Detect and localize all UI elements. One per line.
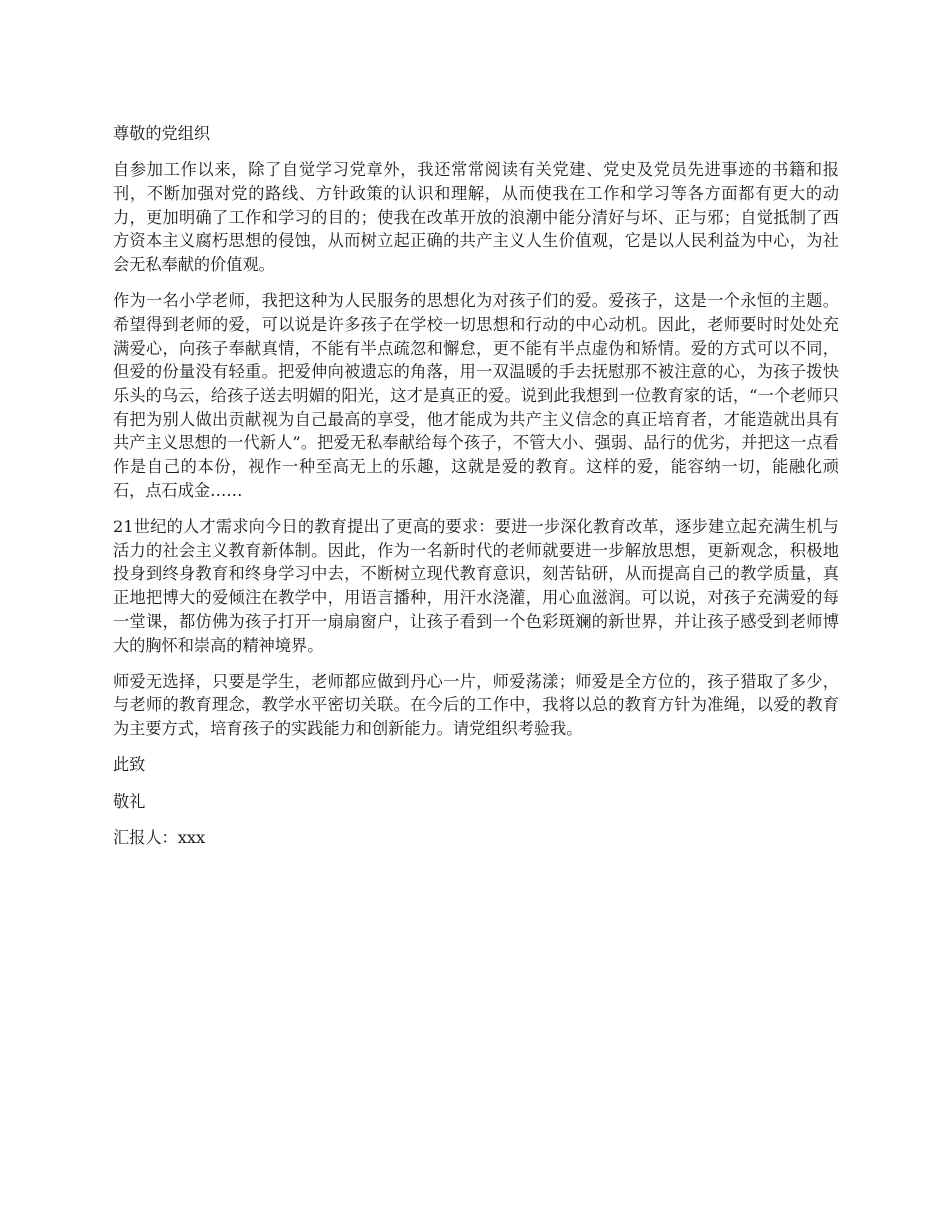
closing-line-1: 此致 [113, 755, 146, 775]
closing-line-2: 敬礼 [113, 791, 146, 811]
signature: 汇报人：xxx [113, 827, 206, 847]
paragraph-2: 作为一名小学老师，我把这种为人民服务的思想化为对孩子们的爱。爱孩子，这是一个永恒的主题。希望得到老师的爱，可以说是许多孩子在学校一切思想和行动的中心动机。因此，老师要时时处处充满爱心，向孩子奉献真情，不能有半点疏忽和懈怠，更不能有半点虚伪和矫情。爱的方式可以不同，但爱的份量没有轻重。把爱伸向被遗忘的角落，用一双温暖的手去抚慰那不被注意的心，为孩子拨快乐头的乌云，给孩子送去明媚的阳光，这才是真正的爱。说到此我想到一位教育家的话，“一个老师只有把为别人做出贡献视为自己最高的享受，他才能成为共产主义信念的真正培育者，才能造就出具有共产主义思想的一代新人”。把爱无私奉献给每个孩子，不管大小、强弱、品行的优劣，并把这一点看作是自己的本份，视作一种至高无上的乐趣，这就是爱的教育。这样的爱，能容纳一切，能融化顽石，点石成金…… [113, 291, 839, 500]
document-page [113, 122, 839, 862]
paragraph-4: 师爱无选择，只要是学生，老师都应做到丹心一片，师爱荡漾；师爱是全方位的，孩子猎取了多少，与老师的教育理念，教学水平密切关联。在今后的工作中，我将以总的教育方针为准绳，以爱的教育为主要方式，培育孩子的实践能力和创新能力。请党组织考验我。 [113, 671, 839, 739]
salutation: 尊敬的党组织 [113, 124, 211, 143]
paragraph-3: 21世纪的人才需求向今日的教育提出了更高的要求：要进一步深化教育改革，逐步建立起充满生机与活力的社会主义教育新体制。因此，作为一名新时代的老师就要进一步解放思想，更新观念，积极地投身到终身教育和终身学习中去，不断树立现代教育意识，刻苦钻研，从而提高自己的教学质量，真正地把博大的爱倾注在教学中，用语言播种，用汗水浇灌，用心血滋润。可以说，对孩子充满爱的每一堂课，都仿佛为孩子打开一扇扇窗户，让孩子看到一个色彩斑斓的新世界，并让孩子感受到老师博大的胸怀和崇高的精神境界。 [113, 517, 839, 655]
paragraph-1: 自参加工作以来，除了自觉学习党章外，我还常常阅读有关党建、党史及党员先进事迹的书籍和报刊，不断加强对党的路线、方针政策的认识和理解，从而使我在工作和学习等各方面都有更大的动力，更加明确了工作和学习的目的；使我在改革开放的浪潮中能分清好与坏、正与邪；自觉抵制了西方资本主义腐朽思想的侵蚀，从而树立起正确的共产主义人生价值观，它是以人民利益为中心，为社会无私奉献的价值观。 [113, 160, 839, 275]
